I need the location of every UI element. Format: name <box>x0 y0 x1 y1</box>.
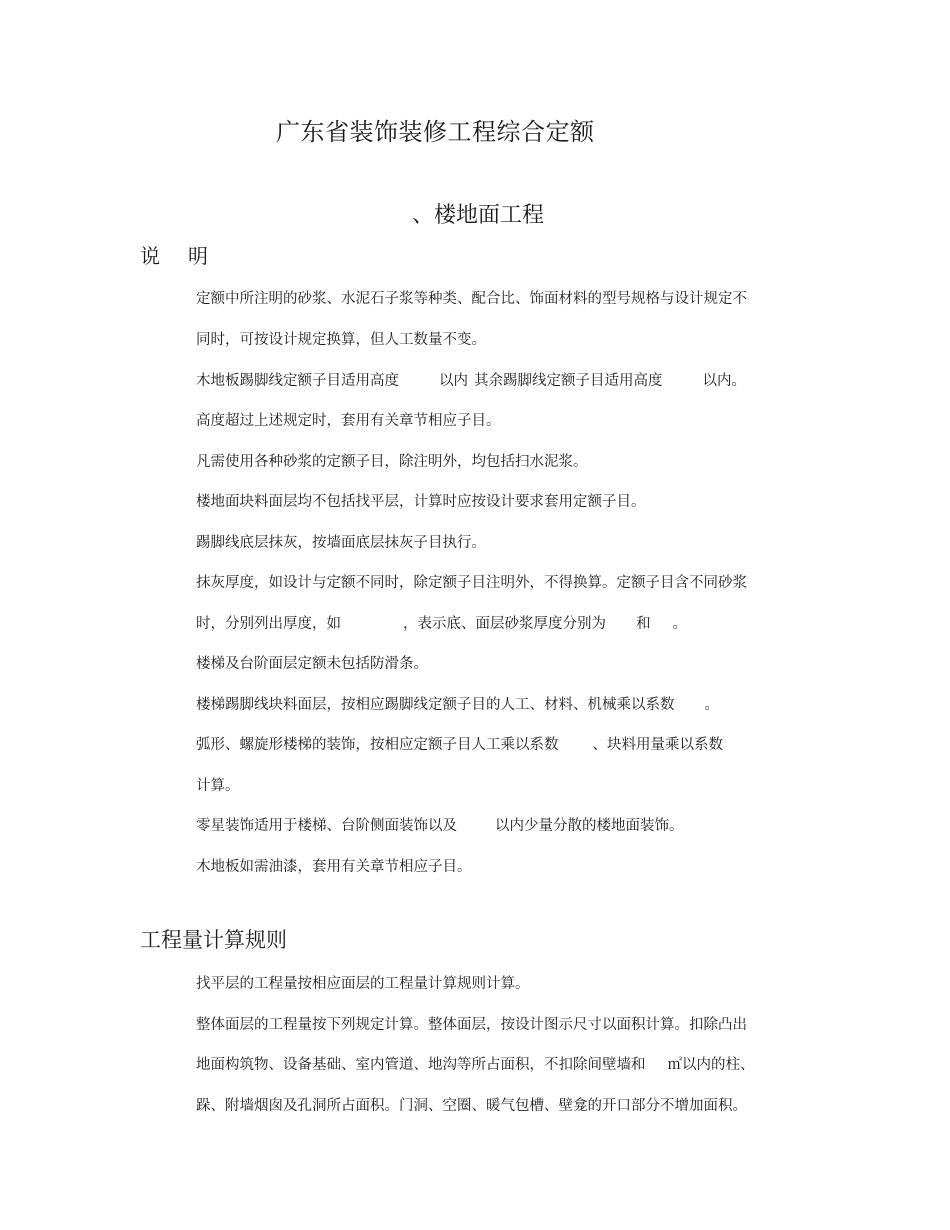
section-heading-explanation <box>140 240 208 269</box>
note-2-line-2: 高度超过上述规定时，套用有关章节相应子目。 <box>196 413 501 429</box>
note-9-part-b: 、块料用量乘以系数 <box>592 737 723 753</box>
note-8-part-a: 楼梯踢脚线块料面层，按相应踢脚线定额子目的人工、材料、机械乘以系数 <box>196 697 675 713</box>
note-6-part-b: ，表示底、面层砂浆厚度分别为 <box>403 616 606 632</box>
heading-char-1: 说 <box>140 244 160 268</box>
rule-2-part-b: ㎡以内的柱、 <box>667 1057 755 1073</box>
note-2-part-b: 以内 <box>439 373 468 389</box>
note-1-line-2: 同时，可按设计规定换算，但人工数量不变。 <box>196 332 486 348</box>
rule-2-part-a: 地面构筑物、设备基础、室内管道、地沟等所占面积，不扣除间壁墙和 <box>196 1057 646 1073</box>
note-6-line-1: 抹灰厚度，如设计与定额不同时，除定额子目注明外，不得换算。定额子目含不同砂浆 <box>196 575 747 591</box>
note-6-part-c: 和 <box>636 616 651 632</box>
note-2-line-1 <box>196 371 746 391</box>
note-6-part-d: 。 <box>672 616 687 632</box>
document-title: 广东省装饰装修工程综合定额 <box>276 118 595 146</box>
note-1-line-1: 定额中所注明的砂浆、水泥石子浆等种类、配合比、饰面材料的型号规格与设计规定不 <box>196 291 747 307</box>
note-6-part-a: 时，分别列出厚度，如 <box>196 616 341 632</box>
rule-2-line-1: 整体面层的工程量按下列规定计算。整体面层，按设计图示尺寸以面积计算。扣除凸出 <box>196 1017 747 1033</box>
note-6-line-2 <box>196 614 687 634</box>
note-9-part-a: 弧形、螺旋形楼梯的装饰，按相应定额子目人工乘以系数 <box>196 737 559 753</box>
note-8 <box>196 695 719 715</box>
rule-2-line-2 <box>196 1055 755 1075</box>
rule-2-line-3: 跺、附墙烟囱及孔洞所占面积。门洞、空圈、暖气包槽、壁龛的开口部分不增加面积。 <box>196 1098 747 1114</box>
heading-char-2: 明 <box>188 244 208 268</box>
note-10-part-a: 零星装饰适用于楼梯、台阶侧面装饰以及 <box>196 818 457 834</box>
note-3: 凡需使用各种砂浆的定额子目，除注明外，均包括扫水泥浆。 <box>196 454 588 470</box>
note-2-part-d: 以内。 <box>702 373 746 389</box>
note-11: 木地板如需油漆，套用有关章节相应子目。 <box>196 859 472 875</box>
section-heading-rules: 工程量计算规则 <box>140 928 287 952</box>
rule-1: 找平层的工程量按相应面层的工程量计算规则计算。 <box>196 976 530 992</box>
chapter-title: 、楼地面工程 <box>412 203 545 228</box>
note-2-part-c: 其余踢脚线定额子目适用高度 <box>474 373 663 389</box>
note-7: 楼梯及台阶面层定额未包括防滑条。 <box>196 656 428 672</box>
note-9-line-1 <box>196 735 723 755</box>
note-4: 楼地面块料面层均不包括找平层，计算时应按设计要求套用定额子目。 <box>196 494 646 510</box>
note-5: 踢脚线底层抹灰，按墙面底层抹灰子目执行。 <box>196 535 486 551</box>
note-9-line-2: 计算。 <box>196 778 240 794</box>
note-2-part-a: 木地板踢脚线定额子目适用高度 <box>196 373 399 389</box>
note-10-part-b: 以内少量分散的楼地面装饰。 <box>495 818 684 834</box>
note-8-part-b: 。 <box>704 697 719 713</box>
note-10 <box>196 816 684 836</box>
